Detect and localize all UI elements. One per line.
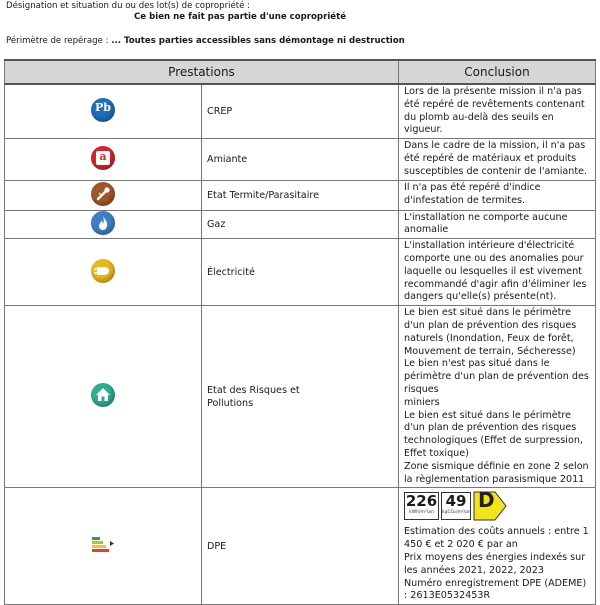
prestation-name: Amiante	[202, 139, 399, 180]
conclusion-text: L'installation ne comporte aucune anomalie	[399, 210, 596, 239]
prestation-name: CREP	[202, 84, 399, 139]
table-header-row	[5, 60, 596, 84]
energy-consumption-box: 226 kWh/m²/an	[404, 492, 439, 520]
prestation-name: Etat des Risques et Pollutions	[202, 306, 399, 488]
conclusion-text: Lors de la présente mission il n'a pas été repéré de revêtements contenant du plomb au-delà des seuils en vigueur.	[399, 84, 596, 139]
table-row-crep	[5, 84, 596, 139]
asbestos-icon: a	[91, 146, 115, 170]
prestation-name: Gaz	[202, 210, 399, 239]
prestation-name: Etat Termite/Parasitaire	[202, 180, 399, 210]
table-row-amiante	[5, 139, 596, 180]
house-risk-icon	[91, 383, 115, 407]
prestation-name: DPE	[202, 488, 399, 605]
diagnostics-table	[4, 59, 596, 605]
conclusion-text: Il n'a pas été repéré d'indice d'infestation de termites.	[399, 180, 596, 210]
table-row-dpe	[5, 488, 596, 605]
ges-emission-box: 49 kgCO₂/m²/an	[441, 492, 471, 520]
conclusion-text: L'installation intérieure d'électricité comporte une ou des anomalies pour laquelle ou lesquelles il est vivement recommandé d'agir afin d'éliminer les dangers qu'elle(s) présente(nt).	[399, 239, 596, 306]
conclusion-text: Dans le cadre de la mission, il n'a pas été repéré de matériaux et produits susceptibles de contenir de l'amiante.	[399, 139, 596, 180]
lot-designation-label: Désignation et situation du ou des lot(s) de copropriété :	[6, 1, 251, 11]
conclusion-text: Le bien est situé dans le périmètre d'un plan de prévention des risques naturels (Inondation, Feux de forêt, Mouvement de terrain, Sécheresse) Le bien n'est pas situé dans le périmètre d'un plan de prévention des risques miniers Le bien est situé dans le périmètre d'un plan de prévention des risques technologiques (Effet de surpression, Effet toxique) Zone sismique définie en zone 2 selon la règlementation parasismique 2011	[399, 306, 596, 488]
conclusion-text: 226 kWh/m²/an 49 kgCO₂/m²/an D Estimation des coûts annuels : entre 1 450 € et 2 020 € par an Prix moyens des énergies indexés sur les années 2021, 2022, 2023 Numéro enregistrement DPE (ADEME) : 2613E0532453R	[399, 488, 596, 605]
column-header-conclusion: Conclusion	[399, 60, 596, 84]
electric-plug-icon	[91, 259, 115, 283]
lead-pb-icon: Pb	[91, 98, 115, 122]
table-row-electricite	[5, 239, 596, 306]
dpe-energy-icon	[92, 537, 114, 553]
table-row-termite	[5, 180, 596, 210]
table-row-gaz	[5, 210, 596, 239]
dpe-label	[404, 488, 590, 521]
dpe-class-badge: D	[473, 491, 507, 521]
termite-icon	[91, 182, 115, 206]
gas-flame-icon	[91, 211, 115, 235]
table-row-risques-pollutions	[5, 306, 596, 488]
column-header-prestations: Prestations	[5, 60, 399, 84]
perimetre-reperage: Périmètre de repérage : ... Toutes parties accessibles sans démontage ni destruction	[6, 36, 405, 46]
copropriete-status: Ce bien ne fait pas partie d'une copropriété	[134, 12, 347, 22]
prestation-name: Électricité	[202, 239, 399, 306]
